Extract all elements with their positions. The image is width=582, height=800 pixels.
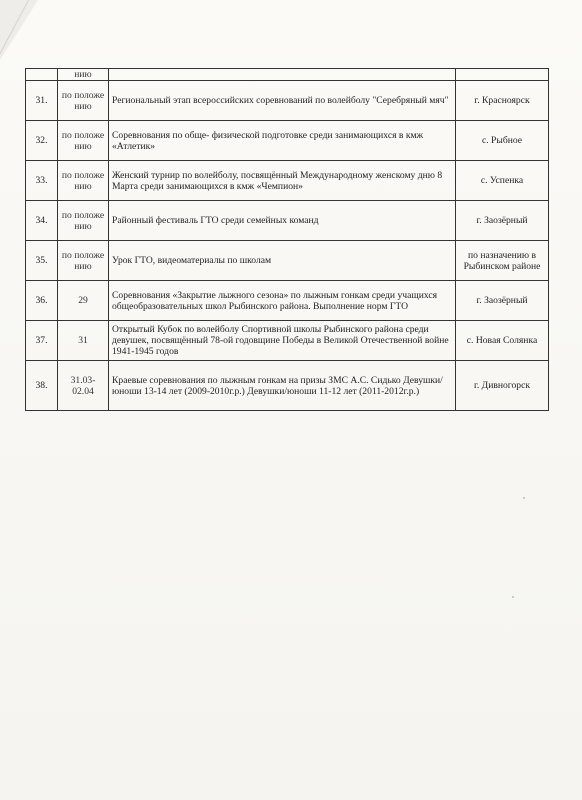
row-place: г. Дивногорск	[456, 361, 549, 411]
row-date: по положе нию	[58, 81, 109, 121]
table-row	[26, 81, 549, 121]
page-corner-fold	[0, 0, 38, 60]
table-row	[26, 161, 549, 201]
row-number: 36.	[26, 281, 58, 321]
row-place: г. Заозёрный	[456, 201, 549, 241]
row-date: 29	[58, 281, 109, 321]
row-event-name: Соревнования по обще- физической подготовке среди занимающихся в кмж «Атлетик»	[109, 121, 456, 161]
row-event-name: Открытый Кубок по волейболу Спортивной школы Рыбинского района среди девушек, посвящённый 78-ой годовщине Победы в Великой Отечественной войне 1941-1945 годов	[109, 321, 456, 361]
row-place: с. Рыбное	[456, 121, 549, 161]
scan-speck	[523, 497, 525, 499]
row-number: 32.	[26, 121, 58, 161]
row-number: 38.	[26, 361, 58, 411]
row-event-name	[109, 69, 456, 81]
row-place: г. Заозёрный	[456, 281, 549, 321]
table-row	[26, 121, 549, 161]
table-row-fragment	[26, 69, 549, 81]
table-row	[26, 201, 549, 241]
row-number: 31.	[26, 81, 58, 121]
row-number: 35.	[26, 241, 58, 281]
table-row	[26, 321, 549, 361]
row-event-name: Урок ГТО, видеоматериалы по школам	[109, 241, 456, 281]
table-row	[26, 361, 549, 411]
row-event-name: Региональный этап всероссийских соревнований по волейболу "Серебряный мяч"	[109, 81, 456, 121]
row-date: нию	[58, 69, 109, 81]
scan-speck	[512, 596, 514, 598]
row-event-name: Женский турнир по волейболу, посвящённый Международному женскому дню 8 Марта среди занимающихся в кмж «Чемпион»	[109, 161, 456, 201]
table-row	[26, 281, 549, 321]
table-row	[26, 241, 549, 281]
row-place: г. Красноярск	[456, 81, 549, 121]
row-date: по положе нию	[58, 201, 109, 241]
row-number	[26, 69, 58, 81]
row-date: по положе нию	[58, 241, 109, 281]
row-date: по положе нию	[58, 121, 109, 161]
row-event-name: Соревнования «Закрытие лыжного сезона» по лыжным гонкам среди учащихся общеобразовательных школ Рыбинского района. Выполнение норм ГТО	[109, 281, 456, 321]
events-table	[25, 68, 549, 411]
row-date: 31.03-02.04	[58, 361, 109, 411]
row-place	[456, 69, 549, 81]
row-place: с. Новая Солянка	[456, 321, 549, 361]
row-number: 37.	[26, 321, 58, 361]
row-date: 31	[58, 321, 109, 361]
row-event-name: Краевые соревнования по лыжным гонкам на призы ЗМС А.С. Сидько Девушки/юноши 13-14 лет (2009-2010г.р.) Девушки/юноши 11-12 лет (2011-2012г.р.)	[109, 361, 456, 411]
row-event-name: Районный фестиваль ГТО среди семейных команд	[109, 201, 456, 241]
row-place: по назначению в Рыбинском районе	[456, 241, 549, 281]
row-place: с. Успенка	[456, 161, 549, 201]
row-number: 33.	[26, 161, 58, 201]
row-number: 34.	[26, 201, 58, 241]
row-date: по положе нию	[58, 161, 109, 201]
